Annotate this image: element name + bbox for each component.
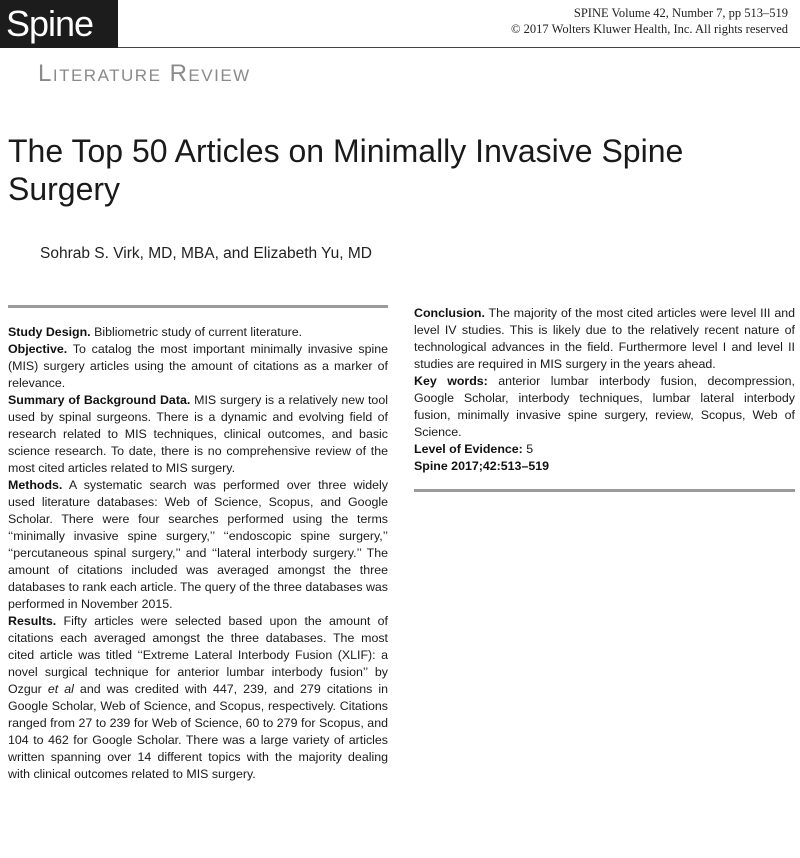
level-of-evidence-value: 5: [526, 442, 534, 456]
methods-label: Methods.: [8, 478, 63, 492]
results-paragraph: [8, 613, 388, 783]
conclusion-label: Conclusion.: [414, 306, 485, 320]
level-of-evidence-paragraph: [414, 441, 795, 458]
results-text-after: and was credited with 447, 239, and 279 citations in Google Scholar, Web of Science, and Scopus, respectively. Citations ranged from 27 to 239 for Web of Science, 60 to 279 for Scopus, and 104 to 462 for Google Scholar. There was a large variety of articles written spanning over 14 different topics with the majority dealing with clinical outcomes related to MIS surgery.: [8, 682, 388, 781]
study-design-text: Bibliometric study of current literature.: [94, 325, 303, 339]
conclusion-text: The majority of the most cited articles were level III and level IV studies. This is likely due to the relatively recent nature of technological advances in the field. Furthermore level I and level II studies are required in MIS surgery in the years ahead.: [414, 306, 795, 371]
keywords-label: Key words:: [414, 374, 488, 388]
background-text: MIS surgery is a relatively new tool used by spinal surgeons. There is a dynamic and evolving field of research related to MIS techniques, clinical outcomes, and basic science research. To date, there is no comprehensive review of the most cited articles related to MIS surgery.: [8, 393, 388, 475]
section-label: Literature Review: [38, 60, 251, 87]
methods-text: A systematic search was performed over three widely used literature databases: Web of Science, Scopus, and Google Scholar. There were four searches performed using the terms ‘‘minimally invasive spine surgery,’’ ‘‘endoscopic spine surgery,’’ ‘‘percutaneous spinal surgery,’’ and ‘‘lateral interbody surgery.’’ The amount of citations included was averaged amongst the three databases to rank each article. The query of the three databases was performed in November 2015.: [8, 478, 388, 611]
author-list: Sohrab S. Virk, MD, MBA, and Elizabeth Yu, MD: [40, 245, 372, 262]
results-text-before: Fifty articles were selected based upon the amount of citations each averaged amongst the three databases. The most cited article was titled ‘‘Extreme Lateral Interbody Fusion (XLIF): a novel surgical technique for anterior lumbar interbody fusion’’ by Ozgur: [8, 614, 388, 696]
objective-text: To catalog the most important minimally invasive spine (MIS) surgery articles using the amount of citations as a marker of relevance.: [8, 342, 389, 390]
objective-label: Objective.: [8, 342, 68, 356]
article-title: The Top 50 Articles on Minimally Invasive Spine Surgery: [8, 133, 684, 207]
background-label: Summary of Background Data.: [8, 393, 191, 407]
journal-volume-line: SPINE Volume 42, Number 7, pp 513–519: [573, 6, 788, 20]
study-design-paragraph: [8, 324, 388, 341]
journal-logo: Spine: [0, 0, 118, 48]
copyright-line: © 2017 Wolters Kluwer Health, Inc. All rights reserved: [511, 22, 788, 36]
abstract-left-column: [8, 305, 388, 783]
study-design-label: Study Design.: [8, 325, 91, 339]
conclusion-paragraph: [414, 305, 795, 373]
level-of-evidence-label: Level of Evidence:: [414, 442, 523, 456]
abstract-right-column: [414, 305, 795, 492]
objective-paragraph: [8, 341, 388, 392]
results-label: Results.: [8, 614, 57, 628]
keywords-text: anterior lumbar interbody fusion, decompression, Google Scholar, interbody techniques, lumbar lateral interbody fusion, minimally invasive spine surgery, review, Scopus, Web of Science.: [414, 374, 795, 439]
journal-info: [511, 5, 788, 37]
keywords-paragraph: [414, 373, 795, 441]
background-paragraph: [8, 392, 388, 477]
abstract-bottom-rule: [414, 489, 795, 492]
results-text-italic: et al: [47, 682, 74, 696]
methods-paragraph: [8, 477, 388, 613]
citation-line: Spine 2017;42:513–519: [414, 459, 550, 473]
header-rule: [118, 47, 800, 48]
